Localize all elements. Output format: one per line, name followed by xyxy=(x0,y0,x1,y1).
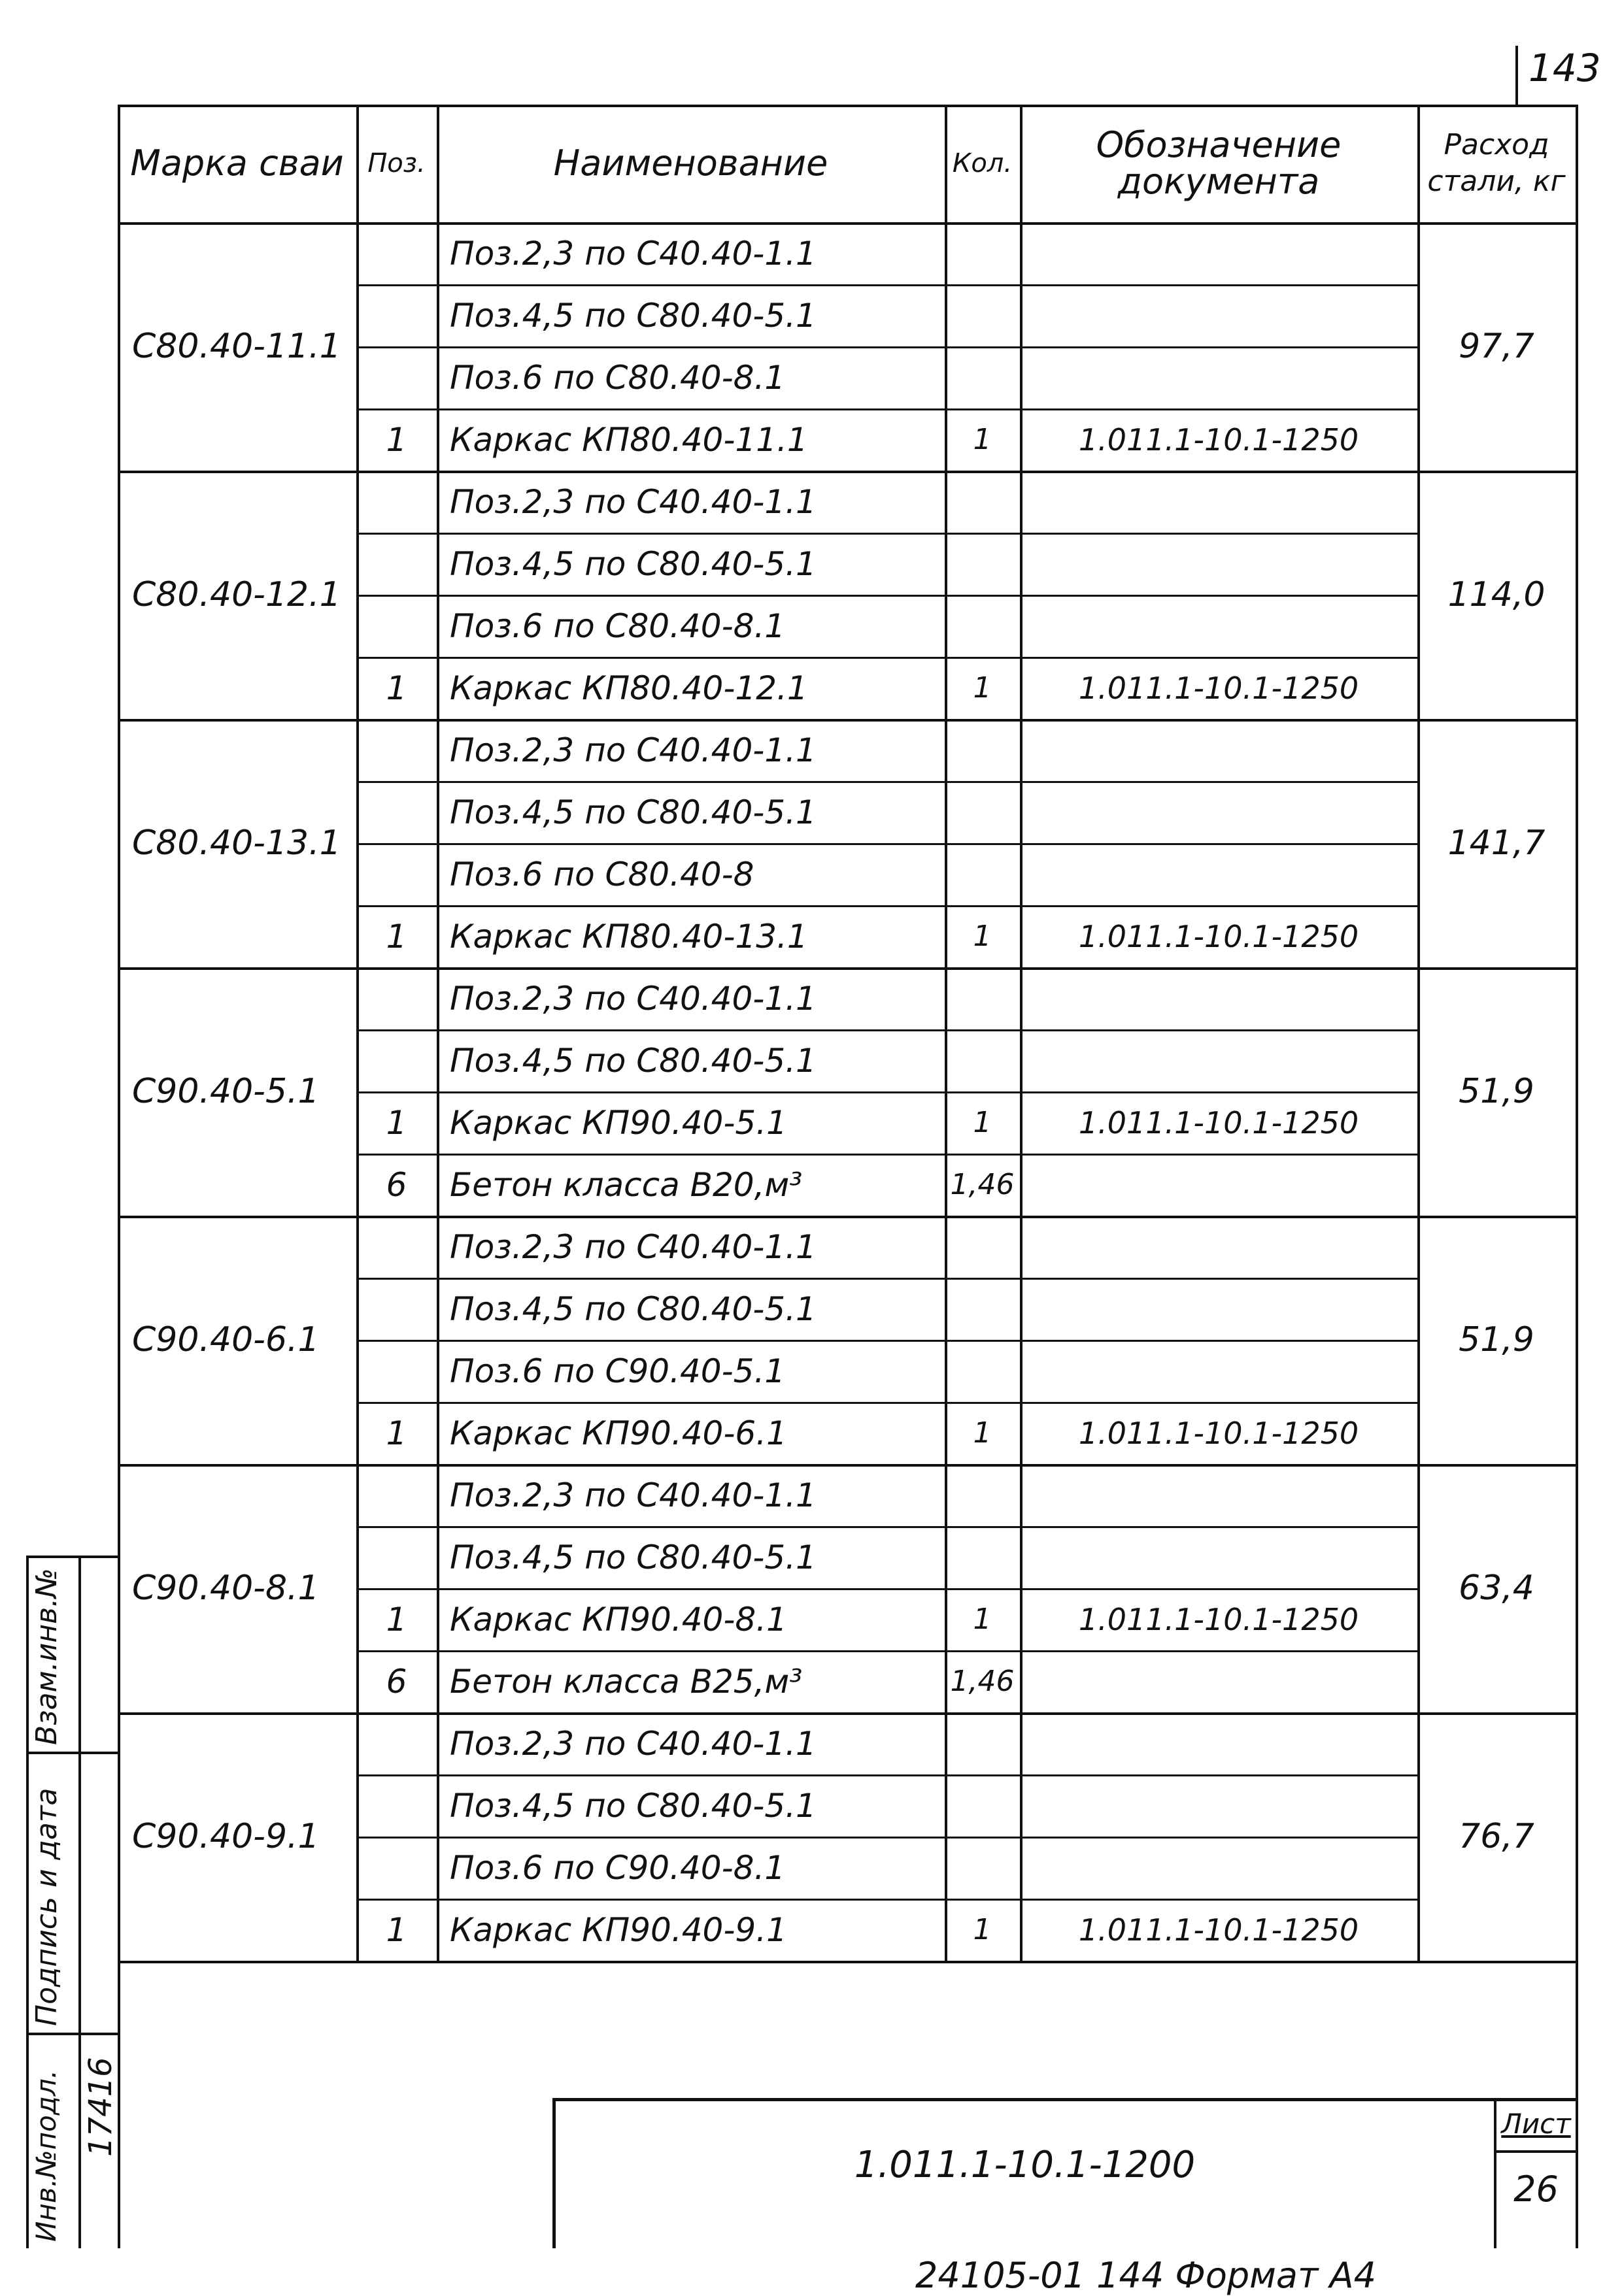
row-name: Каркас КП90.40-6.1 xyxy=(450,1414,787,1452)
row-qty xyxy=(945,1837,1020,1899)
row-pos: 1 xyxy=(386,1103,407,1142)
header-pos: Поз. xyxy=(367,148,426,178)
row-doc xyxy=(1020,346,1417,408)
row-qty: 1 xyxy=(973,920,992,953)
row-doc xyxy=(1020,1154,1417,1216)
row-doc xyxy=(1020,1774,1417,1837)
row-name: Поз.2,3 по С40.40-1.1 xyxy=(450,482,817,521)
steel-consumption: 51,9 xyxy=(1459,1320,1534,1359)
row-doc xyxy=(1020,1216,1417,1278)
row-name: Поз.2,3 по С40.40-1.1 xyxy=(450,731,817,769)
steel-consumption: 51,9 xyxy=(1459,1072,1534,1111)
row-doc xyxy=(1020,843,1417,905)
row-name: Поз.4,5 по С80.40-5.1 xyxy=(450,793,817,831)
row-name: Поз.2,3 по С40.40-1.1 xyxy=(450,1227,817,1266)
row-qty xyxy=(945,843,1020,905)
row-qty xyxy=(945,1712,1020,1774)
row-pos xyxy=(356,1774,437,1837)
row-doc xyxy=(1020,284,1417,346)
row-name: Поз.4,5 по С80.40-5.1 xyxy=(450,1538,817,1576)
row-name: Поз.6 по С80.40-8 xyxy=(450,855,754,893)
pile-mark: С90.40-8.1 xyxy=(132,1569,320,1608)
row-doc: 1.011.1-10.1-1250 xyxy=(1078,1415,1359,1451)
row-pos xyxy=(356,967,437,1029)
row-qty: 1,46 xyxy=(950,1665,1015,1698)
row-qty xyxy=(945,781,1020,843)
row-qty xyxy=(945,595,1020,657)
page-number-divider xyxy=(1515,46,1518,105)
row-pos xyxy=(356,533,437,595)
row-name: Поз.2,3 по С40.40-1.1 xyxy=(450,1724,817,1763)
row-doc: 1.011.1-10.1-1250 xyxy=(1078,1105,1359,1140)
row-doc xyxy=(1020,967,1417,1029)
row-name: Поз.6 по С80.40-8.1 xyxy=(450,607,786,645)
row-pos xyxy=(356,843,437,905)
row-doc xyxy=(1020,1712,1417,1774)
row-name: Поз.2,3 по С40.40-1.1 xyxy=(450,234,817,273)
row-qty: 1 xyxy=(973,671,992,705)
row-doc xyxy=(1020,222,1417,284)
row-name: Бетон класса В25,м³ xyxy=(450,1662,803,1701)
row-name: Поз.4,5 по С80.40-5.1 xyxy=(450,1786,817,1825)
row-doc: 1.011.1-10.1-1250 xyxy=(1078,422,1359,458)
row-pos xyxy=(356,1712,437,1774)
row-pos: 1 xyxy=(386,420,407,459)
row-doc xyxy=(1020,595,1417,657)
row-qty xyxy=(945,1340,1020,1402)
row-pos xyxy=(356,284,437,346)
steel-consumption: 63,4 xyxy=(1459,1569,1534,1608)
row-doc xyxy=(1020,1650,1417,1712)
row-name: Поз.6 по С80.40-8.1 xyxy=(450,358,786,397)
row-pos xyxy=(356,719,437,781)
pile-mark: С90.40-5.1 xyxy=(132,1072,320,1111)
pile-mark: С80.40-13.1 xyxy=(132,824,341,863)
stamp-inv-podl-label: Инв.№подл. xyxy=(30,2069,62,2242)
row-doc: 1.011.1-10.1-1250 xyxy=(1078,670,1359,706)
row-pos xyxy=(356,1216,437,1278)
row-qty xyxy=(945,471,1020,533)
row-qty xyxy=(945,1526,1020,1588)
row-name: Поз.4,5 по С80.40-5.1 xyxy=(450,1041,817,1080)
stamp-vzam-label: Взам.инв.№ xyxy=(30,1568,63,1745)
row-pos xyxy=(356,1278,437,1340)
row-qty xyxy=(945,1216,1020,1278)
row-pos: 1 xyxy=(386,1600,407,1639)
row-doc xyxy=(1020,1278,1417,1340)
row-doc xyxy=(1020,1526,1417,1588)
row-qty xyxy=(945,284,1020,346)
row-pos: 6 xyxy=(386,1165,407,1204)
row-name: Каркас КП80.40-11.1 xyxy=(450,420,808,459)
row-pos xyxy=(356,471,437,533)
row-name: Поз.4,5 по С80.40-5.1 xyxy=(450,1289,817,1328)
row-name: Поз.4,5 по С80.40-5.1 xyxy=(450,296,817,335)
row-qty: 1,46 xyxy=(950,1168,1015,1201)
row-pos: 1 xyxy=(386,1414,407,1452)
stamp-podpis-label: Подпись и дата xyxy=(30,1788,63,2026)
row-pos xyxy=(356,1340,437,1402)
row-name: Поз.4,5 по С80.40-5.1 xyxy=(450,544,817,583)
row-qty: 1 xyxy=(973,1416,992,1450)
row-doc xyxy=(1020,533,1417,595)
row-qty: 1 xyxy=(973,1106,992,1139)
row-doc xyxy=(1020,1837,1417,1899)
row-qty xyxy=(945,1774,1020,1837)
row-pos: 1 xyxy=(386,1910,407,1949)
pile-mark: С90.40-6.1 xyxy=(132,1320,320,1359)
row-doc xyxy=(1020,1464,1417,1526)
row-qty: 1 xyxy=(973,423,992,456)
stamp-inv-value: 17416 xyxy=(82,2057,119,2157)
row-name: Бетон класса В20,м³ xyxy=(450,1165,803,1204)
header-mark: Марка сваи xyxy=(130,142,344,184)
row-pos xyxy=(356,1837,437,1899)
header-doc: Обозначение документа xyxy=(1096,124,1342,202)
header-qty: Кол. xyxy=(952,148,1013,178)
row-name: Каркас КП80.40-13.1 xyxy=(450,917,808,956)
row-doc: 1.011.1-10.1-1250 xyxy=(1078,1912,1359,1948)
footer-format: 24105-01 144 Формат А4 xyxy=(915,2255,1376,2296)
row-pos xyxy=(356,222,437,284)
steel-consumption: 114,0 xyxy=(1447,575,1546,614)
row-pos xyxy=(356,1464,437,1526)
title-list-label: Лист xyxy=(1501,2108,1571,2140)
row-qty xyxy=(945,222,1020,284)
header-name: Наименование xyxy=(553,142,828,184)
row-qty xyxy=(945,719,1020,781)
row-name: Каркас КП80.40-12.1 xyxy=(450,669,808,707)
title-list-number: 26 xyxy=(1513,2169,1559,2210)
row-pos: 1 xyxy=(386,669,407,707)
row-qty xyxy=(945,1029,1020,1091)
row-doc xyxy=(1020,1029,1417,1091)
row-name: Каркас КП90.40-5.1 xyxy=(450,1103,787,1142)
row-doc xyxy=(1020,1340,1417,1402)
row-qty xyxy=(945,346,1020,408)
title-doc-code: 1.011.1-10.1-1200 xyxy=(854,2144,1196,2186)
row-doc xyxy=(1020,471,1417,533)
row-pos xyxy=(356,781,437,843)
row-pos xyxy=(356,595,437,657)
header-steel: Расход стали, кг xyxy=(1427,128,1566,198)
row-qty xyxy=(945,1278,1020,1340)
row-name: Поз.6 по С90.40-8.1 xyxy=(450,1848,786,1887)
row-name: Поз.6 по С90.40-5.1 xyxy=(450,1352,786,1390)
row-doc: 1.011.1-10.1-1250 xyxy=(1078,918,1359,954)
row-doc xyxy=(1020,719,1417,781)
pile-mark: С80.40-11.1 xyxy=(132,327,341,366)
row-pos xyxy=(356,346,437,408)
pile-mark: С90.40-9.1 xyxy=(132,1817,320,1856)
pile-mark: С80.40-12.1 xyxy=(132,575,341,614)
row-name: Каркас КП90.40-8.1 xyxy=(450,1600,787,1639)
row-pos xyxy=(356,1029,437,1091)
row-doc: 1.011.1-10.1-1250 xyxy=(1078,1601,1359,1637)
steel-consumption: 141,7 xyxy=(1447,824,1546,863)
row-name: Поз.2,3 по С40.40-1.1 xyxy=(450,979,817,1018)
row-name: Каркас КП90.40-9.1 xyxy=(450,1910,787,1949)
row-qty: 1 xyxy=(973,1913,992,1946)
row-pos: 6 xyxy=(386,1662,407,1701)
row-qty: 1 xyxy=(973,1603,992,1636)
sheet-number-top: 143 xyxy=(1529,46,1601,90)
row-pos xyxy=(356,1526,437,1588)
row-pos: 1 xyxy=(386,917,407,956)
row-name: Поз.2,3 по С40.40-1.1 xyxy=(450,1476,817,1514)
row-qty xyxy=(945,1464,1020,1526)
steel-consumption: 97,7 xyxy=(1459,327,1534,366)
steel-consumption: 76,7 xyxy=(1459,1817,1534,1856)
row-qty xyxy=(945,967,1020,1029)
row-qty xyxy=(945,533,1020,595)
row-doc xyxy=(1020,781,1417,843)
